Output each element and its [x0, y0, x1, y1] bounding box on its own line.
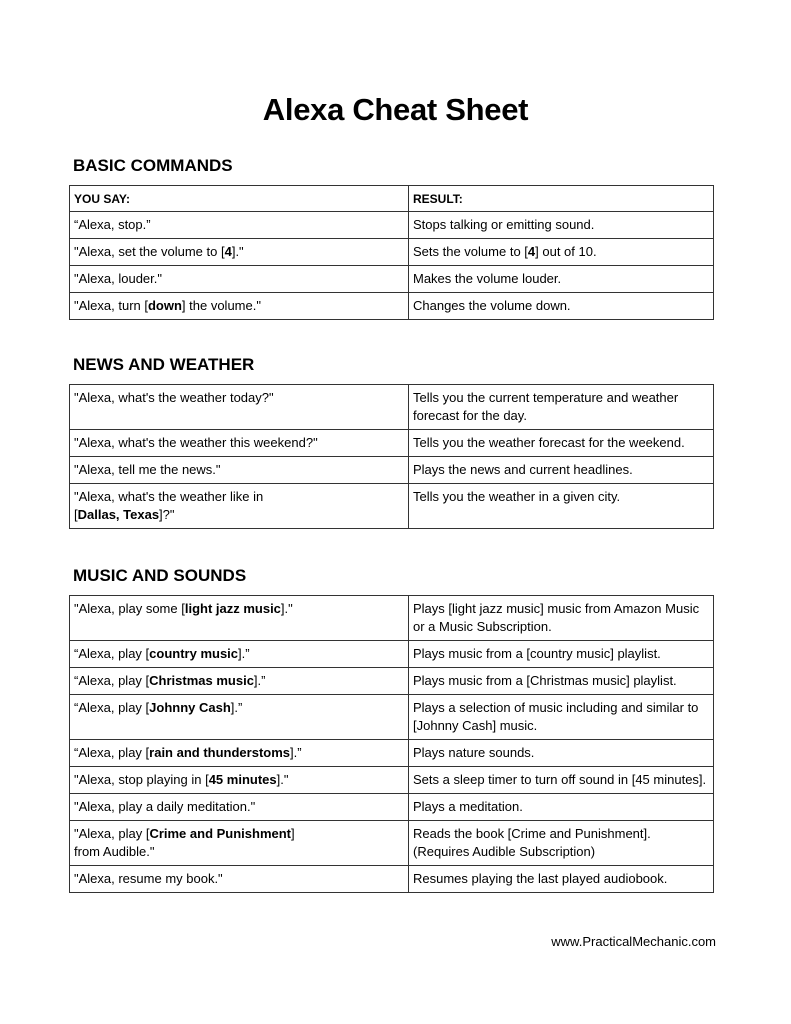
command-cell: “Alexa, play [rain and thunderstoms].”: [70, 740, 409, 767]
table-row: [70, 457, 714, 484]
result-cell: Tells you the weather forecast for the weekend.: [409, 430, 714, 457]
table-row: [70, 239, 714, 266]
basic-commands-section: [69, 156, 714, 320]
table-row: [70, 641, 714, 668]
table-row: [70, 484, 714, 529]
table-row: [70, 794, 714, 821]
result-cell: Sets the volume to [4] out of 10.: [409, 239, 714, 266]
bold-placeholder: rain and thunderstoms: [149, 745, 291, 760]
command-cell: “Alexa, play [Christmas music].”: [70, 668, 409, 695]
result-cell: Tells you the weather in a given city.: [409, 484, 714, 529]
table-row: [70, 266, 714, 293]
bold-placeholder: 4: [527, 244, 536, 259]
table-row: [70, 821, 714, 866]
command-cell: "Alexa, what's the weather like in [Dallas, Texas]?": [70, 484, 409, 529]
table-body: [70, 385, 714, 529]
section-heading: BASIC COMMANDS: [73, 156, 233, 175]
command-cell: "Alexa, play a daily meditation.": [70, 794, 409, 821]
result-cell: Changes the volume down.: [409, 293, 714, 320]
command-cell: "Alexa, what's the weather today?": [70, 385, 409, 430]
result-cell: Sets a sleep timer to turn off sound in [45 minutes].: [409, 767, 714, 794]
command-cell: "Alexa, stop playing in [45 minutes].": [70, 767, 409, 794]
table-row: [70, 212, 714, 239]
command-cell: “Alexa, play [country music].”: [70, 641, 409, 668]
table-row: [70, 740, 714, 767]
command-cell: “Alexa, play [Johnny Cash].”: [70, 695, 409, 740]
table-row: [70, 866, 714, 893]
bold-placeholder: down: [147, 298, 182, 313]
command-cell: "Alexa, turn [down] the volume.": [70, 293, 409, 320]
bold-placeholder: 4: [224, 244, 232, 259]
result-cell: Stops talking or emitting sound.: [409, 212, 714, 239]
bold-placeholder: Crime and Punishment: [149, 826, 292, 841]
col-header-you-say: YOU SAY:: [70, 186, 409, 212]
basic-commands-table: [69, 185, 714, 320]
result-cell: Plays a meditation.: [409, 794, 714, 821]
bold-placeholder: Dallas, Texas: [77, 507, 160, 522]
result-cell: Plays [light jazz music] music from Amazon Music or a Music Subscription.: [409, 596, 714, 641]
command-cell: "Alexa, louder.": [70, 266, 409, 293]
section-heading: NEWS AND WEATHER: [73, 355, 255, 374]
result-cell: Reads the book [Crime and Punishment]. (Requires Audible Subscription): [409, 821, 714, 866]
news-weather-section: [69, 355, 714, 529]
result-cell: Tells you the current temperature and weather forecast for the day.: [409, 385, 714, 430]
table-row: [70, 668, 714, 695]
col-header-result: RESULT:: [409, 186, 714, 212]
result-cell: Plays a selection of music including and similar to [Johnny Cash] music.: [409, 695, 714, 740]
bold-placeholder: Johnny Cash: [149, 700, 231, 715]
command-cell: "Alexa, resume my book.": [70, 866, 409, 893]
result-cell: Resumes playing the last played audiobook.: [409, 866, 714, 893]
footer-website: www.PracticalMechanic.com: [551, 934, 716, 949]
news-weather-table: [69, 384, 714, 529]
table-header-row: [70, 186, 714, 212]
section-heading: MUSIC AND SOUNDS: [73, 566, 247, 585]
result-cell: Plays music from a [country music] playlist.: [409, 641, 714, 668]
table-body: [70, 596, 714, 893]
command-cell: "Alexa, what's the weather this weekend?": [70, 430, 409, 457]
result-cell: Makes the volume louder.: [409, 266, 714, 293]
command-cell: "Alexa, set the volume to [4].": [70, 239, 409, 266]
command-cell: "Alexa, play [Crime and Punishment] from Audible.": [70, 821, 409, 866]
table-row: [70, 596, 714, 641]
music-sounds-table: [69, 595, 714, 893]
result-cell: Plays the news and current headlines.: [409, 457, 714, 484]
music-sounds-section: [69, 566, 714, 893]
bold-placeholder: 45 minutes: [208, 772, 277, 787]
command-cell: "Alexa, tell me the news.": [70, 457, 409, 484]
bold-placeholder: light jazz music: [184, 601, 281, 616]
page-title: Alexa Cheat Sheet: [262, 92, 529, 127]
bold-placeholder: country music: [149, 646, 239, 661]
bold-placeholder: Christmas music: [149, 673, 254, 688]
command-cell: "Alexa, play some [light jazz music].": [70, 596, 409, 641]
table-body: [70, 212, 714, 320]
table-row: [70, 385, 714, 430]
table-row: [70, 293, 714, 320]
table-row: [70, 695, 714, 740]
result-cell: Plays music from a [Christmas music] playlist.: [409, 668, 714, 695]
table-row: [70, 430, 714, 457]
command-cell: “Alexa, stop.”: [70, 212, 409, 239]
result-cell: Plays nature sounds.: [409, 740, 714, 767]
table-row: [70, 767, 714, 794]
